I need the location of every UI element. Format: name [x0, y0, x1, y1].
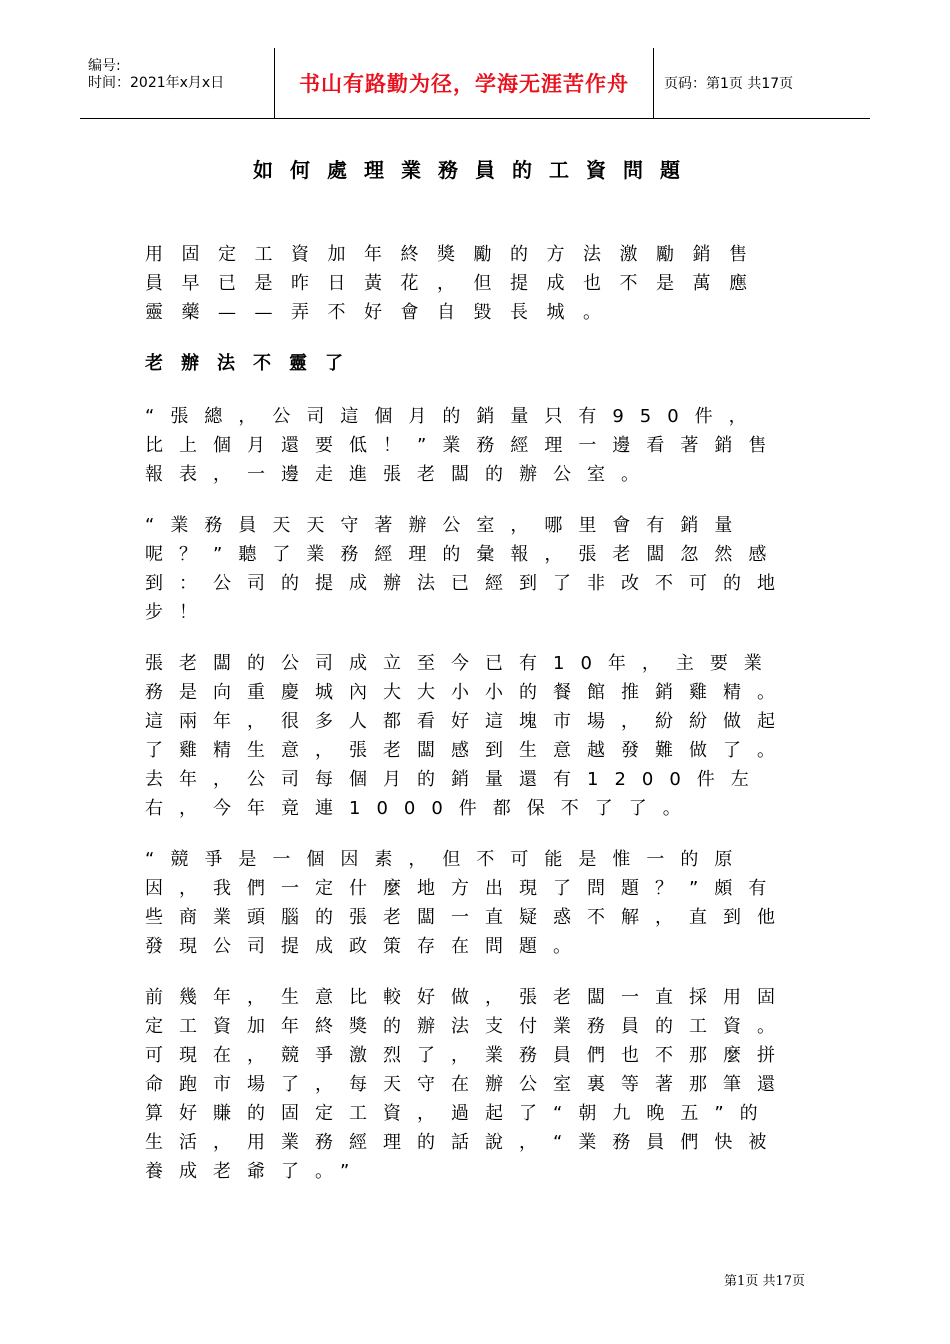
page-footer: 第1页 共17页: [724, 1274, 805, 1289]
header-page-code: 页码：第1页 共17页: [664, 76, 794, 92]
body-paragraph: “業務員天天守著辦公室，哪里會有銷量呢？”聽了業務經理的彙報，張老闆忽然感到：公司的提成辦法已經到了非改不可的地步！: [145, 515, 791, 623]
body-paragraph: 張老闆的公司成立至今已有10年，主要業務是向重慶城內大大小小的餐館推銷雞精。這兩年，很多人都看好這塊市場，紛紛做起了雞精生意，張老闆感到生意越發難做了。去年，公司每個月的銷量還有1200件左右，今年竟連1000件都保不了了。: [145, 653, 791, 819]
header-meta: [80, 48, 274, 118]
body-paragraph: 前幾年，生意比較好做，張老闆一直採用固定工資加年終獎的辦法支付業務員的工資。可現在，競爭激烈了，業務員們也不那麼拼命跑市場了，每天守在辦公室裏等著那筆還算好賺的固定工資，過起了“朝九晚五”的生活，用業務經理的話說，“業務員們快被養成老爺了。”: [145, 987, 791, 1182]
document-body: [145, 240, 795, 1208]
body-paragraph: “競爭是一個因素，但不可能是惟一的原因，我們一定什麼地方出現了問題？”頗有些商業頭腦的張老闆一直疑惑不解，直到他發現公司提成政策存在問題。: [145, 849, 791, 957]
body-paragraph: “張總，公司這個月的銷量只有950件，比上個月還要低！”業務經理一邊看著銷售報表，一邊走進張老闆的辦公室。: [145, 406, 783, 485]
page-header: [80, 48, 870, 119]
document-number-label: 编号:: [88, 58, 121, 74]
intro-paragraph: 用固定工資加年終獎勵的方法激勵銷售員早已是昨日黃花，但提成也不是萬應靈藥——弄不好會自毀長城。: [145, 244, 766, 323]
document-title: 如何處理業務員的工資問題: [253, 158, 697, 182]
document-time-label: 时间：2021年x月x日: [88, 75, 225, 91]
header-motto: 书山有路勤为径，学海无涯苦作舟: [274, 48, 654, 118]
section-heading: 老辦法不靈了: [145, 353, 361, 374]
